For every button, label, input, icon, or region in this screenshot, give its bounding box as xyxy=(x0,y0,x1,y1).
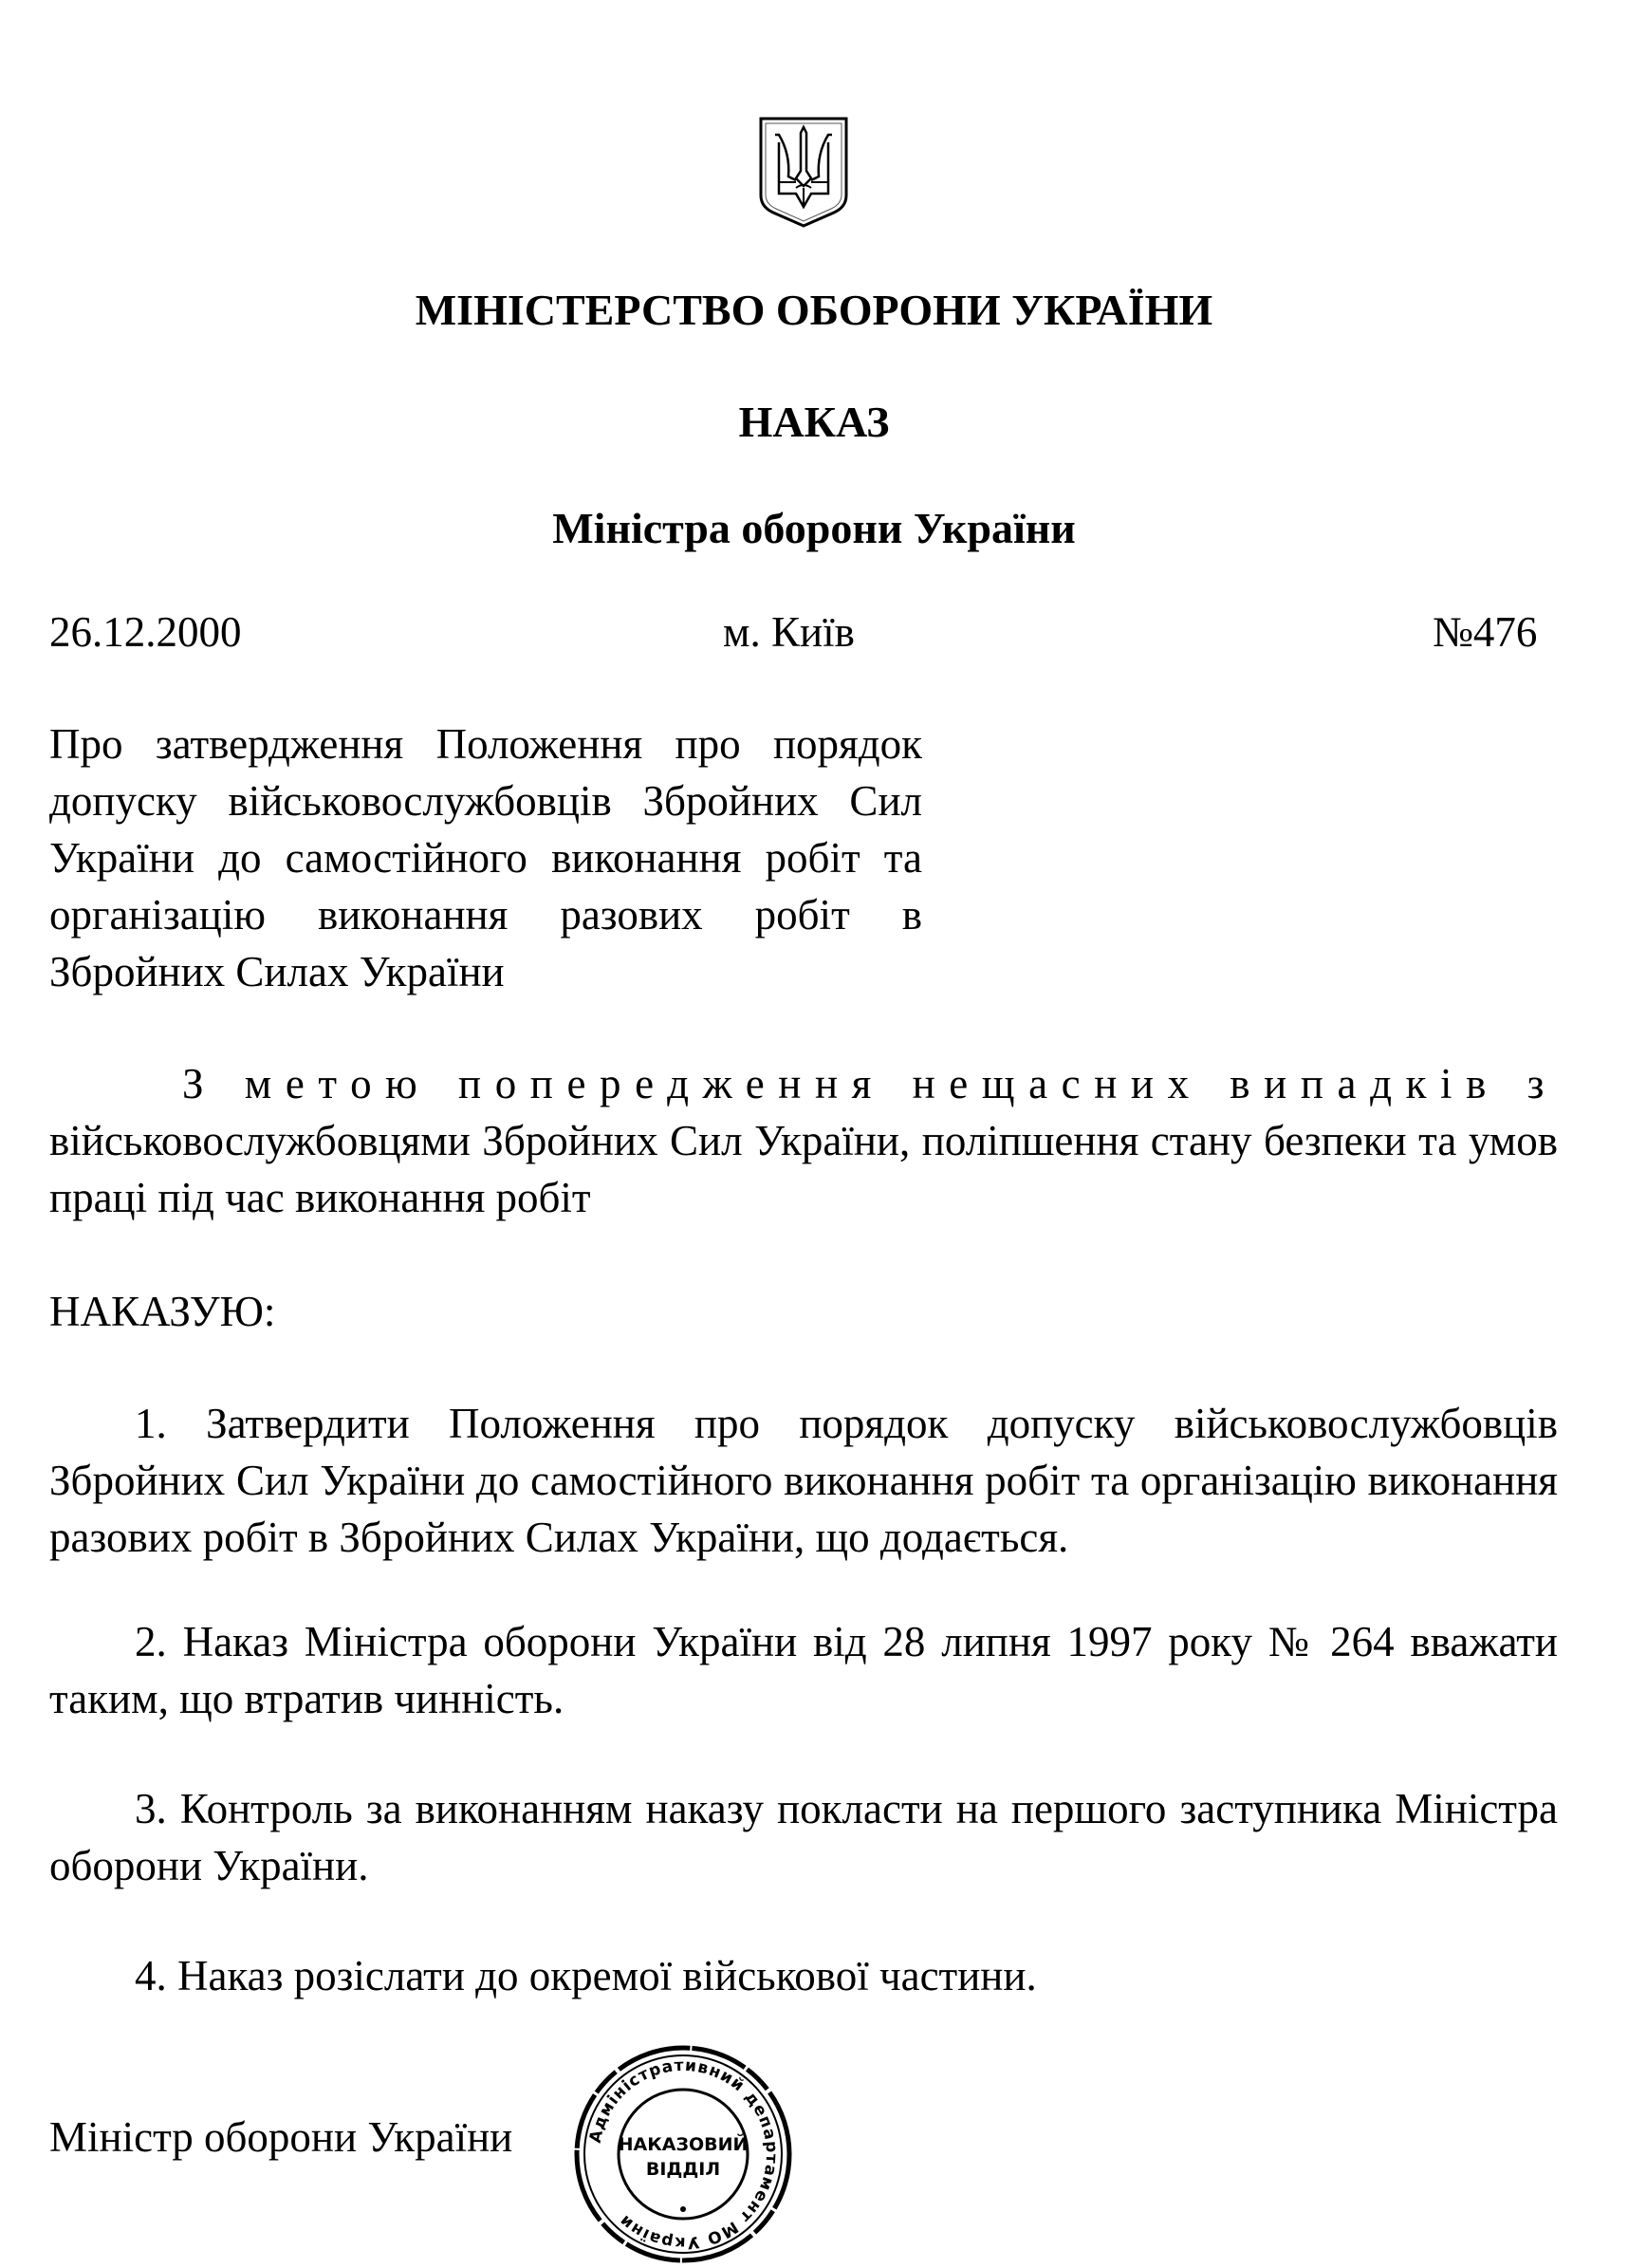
stamp-center-line-2: ВІДДІЛ xyxy=(645,2159,721,2180)
preamble-rest: військовослужбовцями Збройних Сил України, поліпшення стану безпеки та умов праці під час виконання робіт xyxy=(49,1117,1558,1221)
preamble xyxy=(49,1055,1558,1226)
order-word: НАКАЗУЮ: xyxy=(49,1288,276,1335)
order-item-4: 4. Наказ розіслати до окремої військової частини. xyxy=(135,1952,1037,1999)
signature-line: Міністр оборони України xyxy=(49,2113,513,2161)
document-type-heading: НАКАЗ xyxy=(738,398,890,446)
ministry-heading: МІНІСТЕРСТВО ОБОРОНИ УКРАЇНИ xyxy=(415,286,1213,334)
document-number: №476 xyxy=(1433,608,1538,656)
issuer-heading: Міністра оборони України xyxy=(552,504,1076,552)
stamp-center-line-1: НАКАЗОВИЙ xyxy=(618,2134,749,2155)
document-city: м. Київ xyxy=(723,608,855,656)
official-stamp-icon xyxy=(569,2040,797,2268)
coat-of-arms-icon xyxy=(758,116,849,230)
stamp-ring-text: Адміністративний департамент МО України xyxy=(585,2055,782,2253)
order-item-3: 3. Контроль за виконанням наказу покласти на першого заступника Міністра оборони України. xyxy=(49,1785,1558,1889)
order-item-1: 1. Затвердити Положення про порядок допуску військовослужбовців Збройних Сил України до самостійного виконання робіт та організацію виконання разових робіт в Збройних Силах України, що додається. xyxy=(49,1400,1558,1561)
document-date: 26.12.2000 xyxy=(49,608,242,656)
order-item-2: 2. Наказ Міністра оборони України від 28 липня 1997 року № 264 вважати таким, що втратив чинність. xyxy=(49,1618,1558,1722)
preamble-lead: З метою попередження нещасних випадків з xyxy=(182,1060,1558,1107)
document-subject: Про затвердження Положення про порядок допуску військовослужбовців Збройних Сил України до самостійного виконання робіт та організацію виконання разових робіт в Збройних Силах України xyxy=(49,720,922,995)
